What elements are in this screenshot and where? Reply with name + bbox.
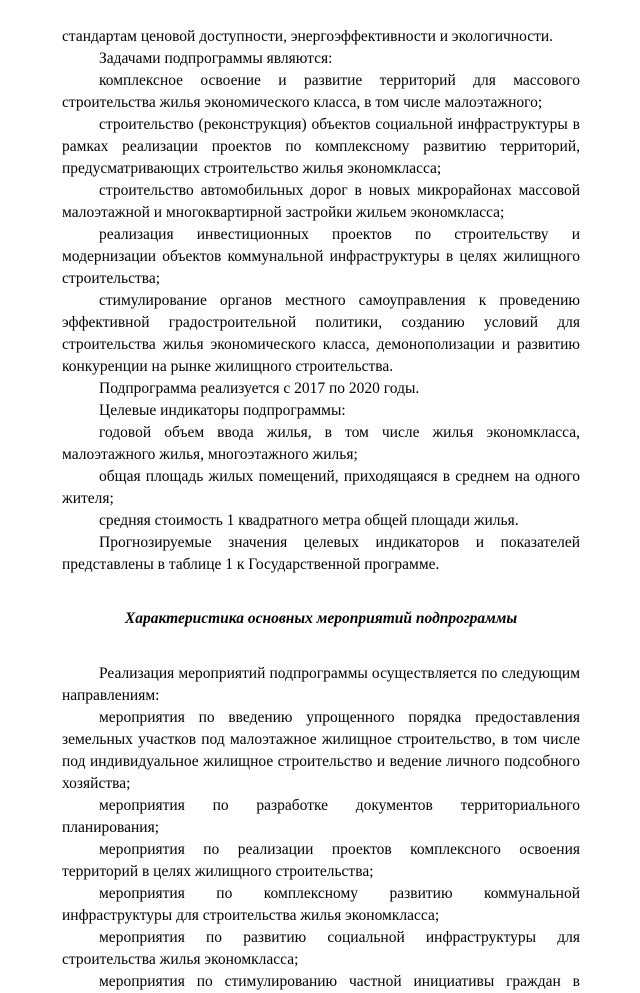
paragraph-indicators-intro: Целевые индикаторы подпрограммы: [99, 402, 346, 419]
document-page [62, 26, 580, 993]
paragraph-indicator-1: годовой объем ввода жилья, в том числе жилья экономкласса, малоэтажного жилья, многоэтажного жилья; [62, 424, 580, 463]
paragraph-forecast: Прогнозируемые значения целевых индикаторов и показателей представлены в таблице 1 к Государственной программе. [62, 534, 580, 573]
paragraph-direction-5: мероприятия по развитию социальной инфраструктуры для строительства жилья экономкласса; [62, 929, 580, 968]
paragraph-continuation: стандартам ценовой доступности, энергоэффективности и экологичности. [62, 28, 554, 45]
paragraph-direction-4: мероприятия по комплексному развитию коммунальной инфраструктуры для строительства жилья экономкласса; [62, 885, 580, 924]
paragraph-task-2: строительство (реконструкция) объектов социальной инфраструктуры в рамках реализации проектов по комплексному развитию территорий, предусматривающих строительство жилья экономкласса; [62, 116, 580, 177]
paragraph-directions-intro: Реализация мероприятий подпрограммы осуществляется по следующим направлениям: [62, 665, 580, 704]
paragraph-direction-1: мероприятия по введению упрощенного порядка предоставления земельных участков под малоэтажное жилищное строительство, в том числе под индивидуальное жилищное строительство и ведение личного подсобного хозяйства; [62, 709, 580, 792]
paragraph-direction-2: мероприятия по разработке документов территориального планирования; [62, 797, 580, 836]
paragraph-indicator-2: общая площадь жилых помещений, приходящаяся в среднем на одного жителя; [62, 468, 580, 507]
paragraph-task-1: комплексное освоение и развитие территорий для массового строительства жилья экономического класса, в том числе малоэтажного; [62, 72, 580, 111]
paragraph-task-4: реализация инвестиционных проектов по строительству и модернизации объектов коммунальной инфраструктуры в целях жилищного строительства; [62, 226, 580, 287]
paragraph-direction-6: мероприятия по стимулированию частной инициативы граждан в [99, 973, 580, 990]
paragraph-task-3: строительство автомобильных дорог в новых микрорайонах массовой малоэтажной и многоквартирной застройки жильем экономкласса; [62, 182, 580, 221]
paragraph-tasks-intro: Задачами подпрограммы являются: [99, 50, 333, 67]
paragraph-direction-3: мероприятия по реализации проектов комплексного освоения территорий в целях жилищного строительства; [62, 841, 580, 880]
paragraph-task-5: стимулирование органов местного самоуправления к проведению эффективной градостроительной политики, созданию условий для строительства жилья экономического класса, демонополизации и развитию конкуренции на рынке жилищного строительства. [62, 292, 580, 375]
section-heading: Характеристика основных мероприятий подпрограммы [124, 610, 518, 627]
paragraph-period: Подпрограмма реализуется с 2017 по 2020 годы. [99, 380, 420, 397]
paragraph-indicator-3: средняя стоимость 1 квадратного метра общей площади жилья. [99, 512, 519, 529]
